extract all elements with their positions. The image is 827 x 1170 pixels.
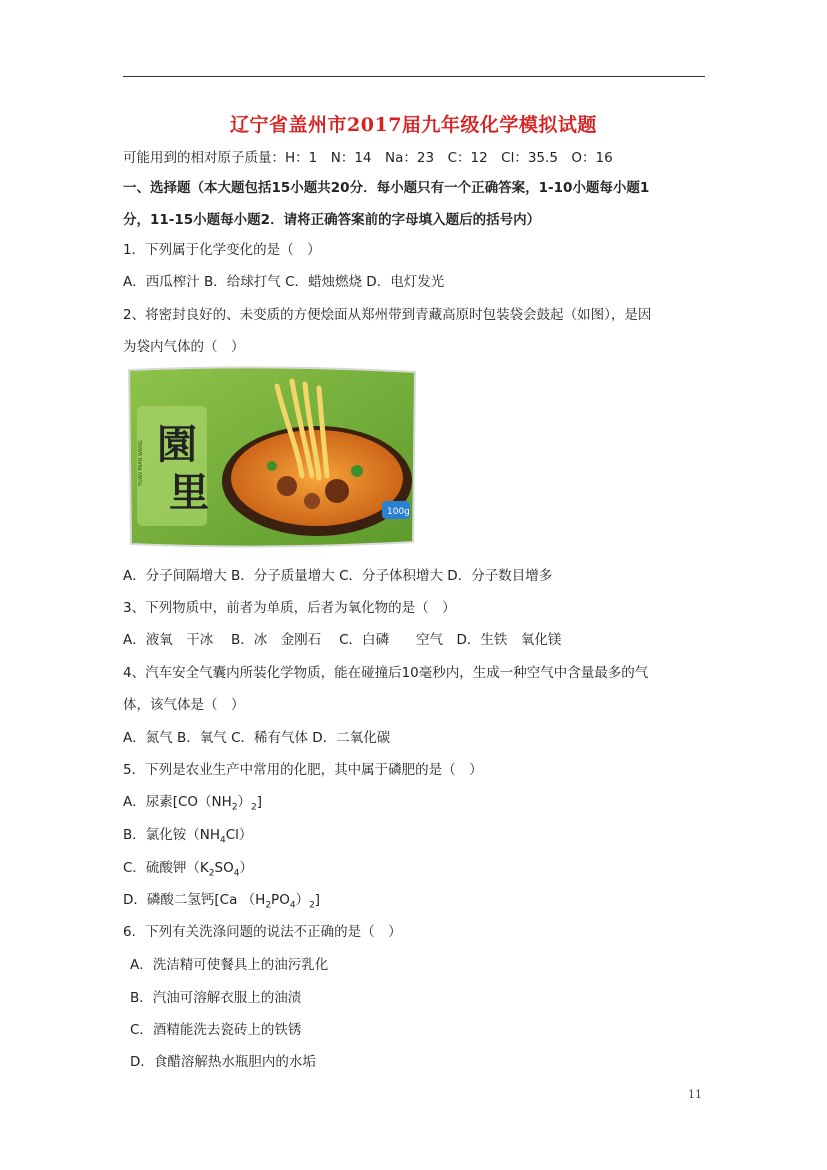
page-number: 11	[688, 1088, 702, 1101]
brand-char-1: 園	[157, 421, 197, 468]
question-2-stem-line-1: 2、将密封良好的、未变质的方便烩面从郑州带到青藏高原时包装袋会鼓起（如图），是因	[123, 307, 652, 323]
question-6-option-b: B．汽油可溶解衣服上的油渍	[130, 990, 302, 1006]
question-2-stem-line-2: 为袋内气体的（ ）	[123, 339, 245, 355]
atomic-mass-line: 可能用到的相对原子质量：H：1 N：14 Na：23 C：12 Cl：35.5 O：16	[123, 150, 613, 166]
question-6-stem: 6．下列有关洗涤问题的说法不正确的是（ ）	[123, 924, 402, 940]
question-6-option-a: A．洗洁精可使餐具上的油污乳化	[130, 957, 329, 973]
question-5-option-d: D．磷酸二氢钙[Ca $(H_2PO_4)_2$]	[123, 892, 321, 911]
question-6-option-d: D．食醋溶解热水瓶胆内的水垢	[130, 1054, 316, 1070]
question-5-stem: 5．下列是农业生产中常用的化肥，其中属于磷肥的是（ ）	[123, 762, 483, 778]
question-1-stem: 1．下列属于化学变化的是（ ）	[123, 242, 321, 258]
section-instructions-line-1: 一、选择题（本大题包括15小题共20分．每小题只有一个正确答案，1-10小题每小题1	[123, 180, 650, 196]
section-instructions-line-2: 分，11-15小题每小题2．请将正确答案前的字母填入题后的括号内）	[123, 212, 541, 228]
package-subtitle: YUAN MIAN WANG	[138, 440, 144, 486]
question-5-option-b: B．氯化铵$(NH_4Cl)$	[123, 827, 253, 846]
header-rule	[123, 76, 705, 77]
question-5-option-c: C．硫酸钾$(K_2SO_4)$	[123, 860, 253, 879]
noodle-package-image	[127, 366, 417, 549]
question-6-option-c: C．酒精能洗去瓷砖上的铁锈	[130, 1022, 302, 1038]
question-5-option-a: A．尿素$[CO(NH_2)_2]$	[123, 794, 263, 813]
question-3-options: A．液氧 干冰 B．冰 金刚石 C．白磷 空气 D．生铁 氧化镁	[123, 632, 562, 648]
question-4-options: A．氮气 B．氧气 C．稀有气体 D．二氧化碳	[123, 730, 391, 746]
question-2-options: A．分子间隔增大 B．分子质量增大 C．分子体积增大 D．分子数目增多	[123, 568, 553, 584]
question-1-options: A．西瓜榨汁 B．给球打气 C．蜡烛燃烧 D．电灯发光	[123, 274, 445, 290]
brand-char-2: 里	[169, 469, 209, 516]
question-4-stem-line-1: 4、汽车安全气囊内所装化学物质，能在碰撞后10毫秒内，生成一种空气中含量最多的气	[123, 665, 649, 681]
page-title: 辽宁省盖州市2017届九年级化学模拟试题	[230, 114, 597, 136]
question-3-stem: 3、下列物质中，前者为单质，后者为氧化物的是（ ）	[123, 600, 456, 616]
weight-badge: 100g	[387, 507, 410, 517]
question-4-stem-line-2: 体，该气体是（ ）	[123, 697, 245, 713]
